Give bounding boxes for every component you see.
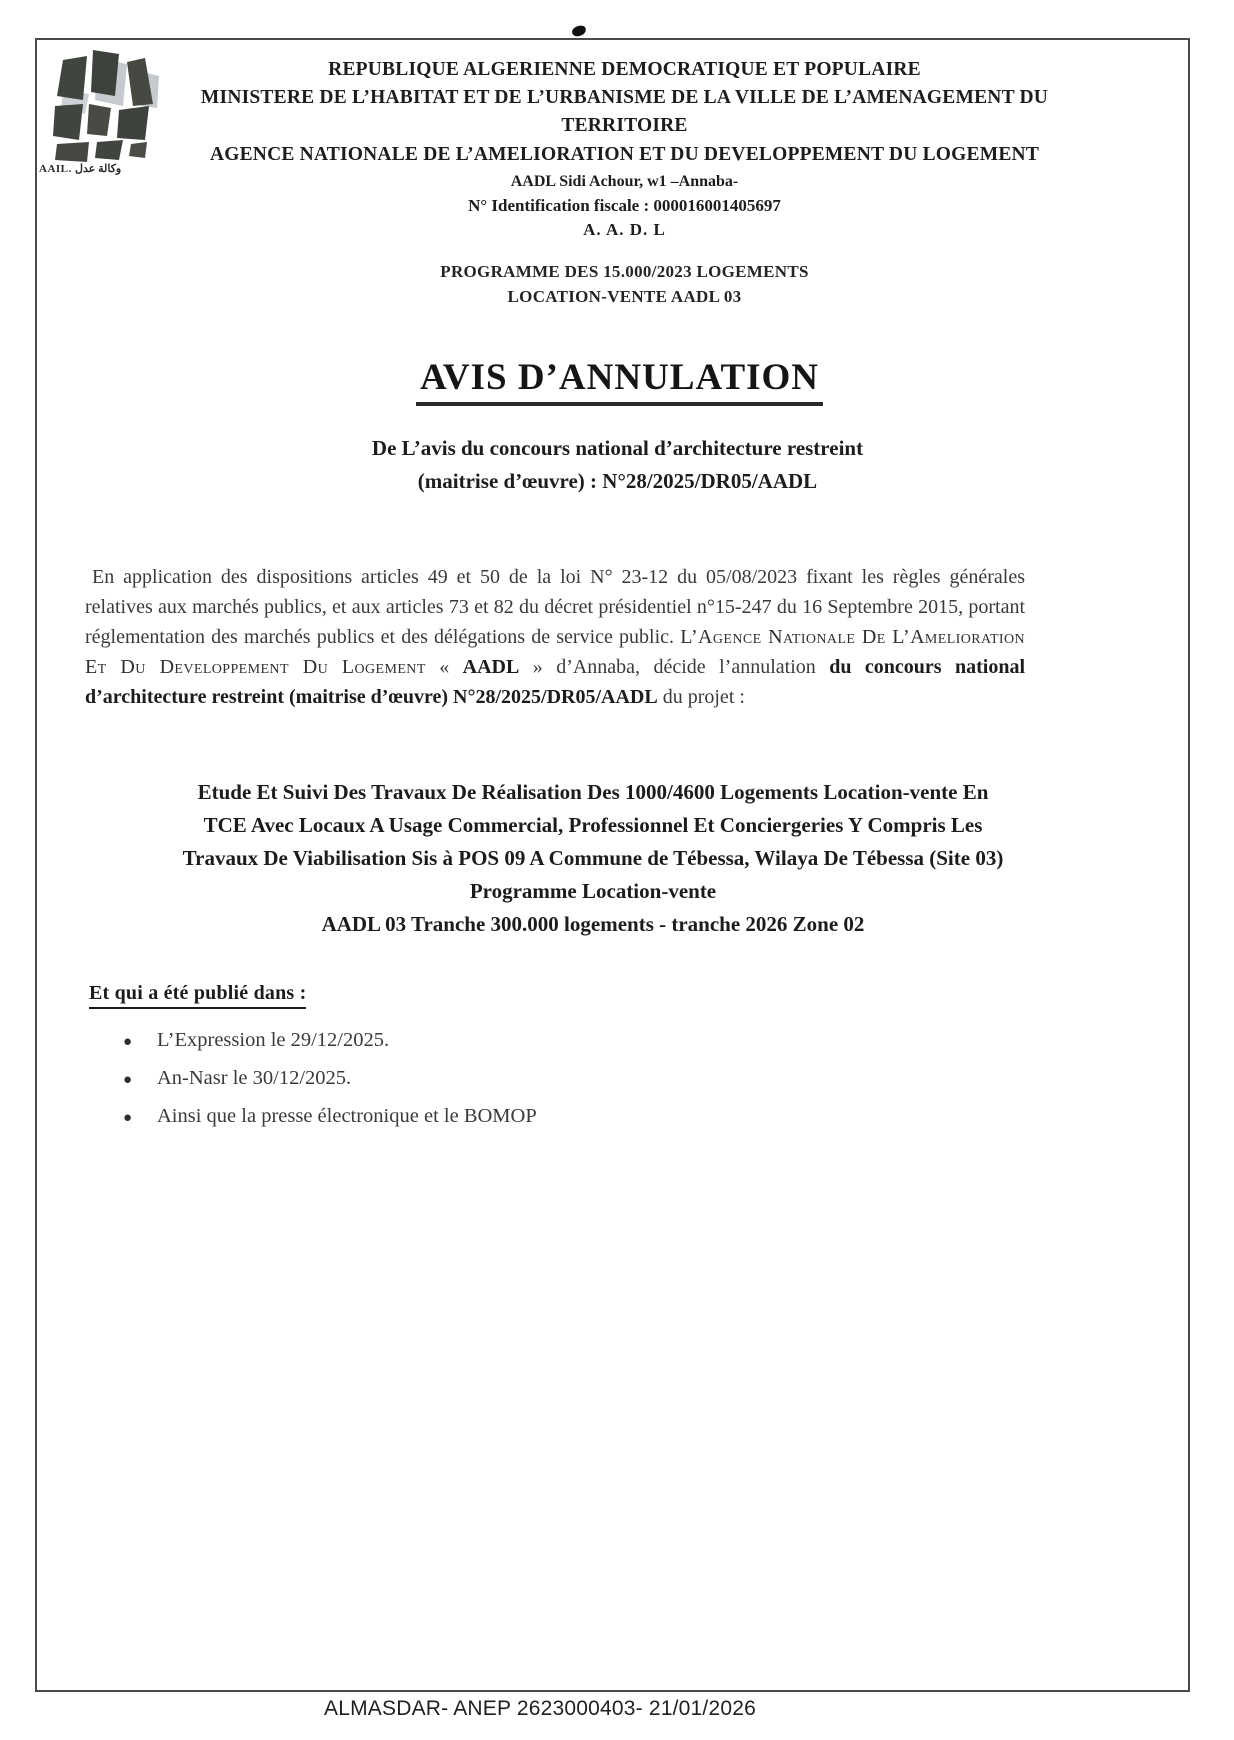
body-bold-reference: du concours national d’architecture restreint (maitrise d’œuvre) N°28/2025/DR05/AADL xyxy=(85,656,1025,708)
published-item-3: Ainsi que la presse électronique et le BOMOP xyxy=(157,1105,537,1127)
project-line-3: Travaux De Viabilisation Sis à POS 09 A Commune de Tébessa, Wilaya De Tébessa (Site 03) xyxy=(182,846,1004,870)
body-paragraph xyxy=(85,562,1025,712)
body-agency-smallcaps: L’Agence Nationale De L’Amelioration Et Du Developpement Du Logement xyxy=(85,626,1025,678)
body-mid: » d’Annaba, décide l’annulation xyxy=(519,656,830,678)
subtitle-line-1: De L’avis du concours national d’architecture restreint xyxy=(371,436,864,460)
subtitle-line-2: (maitrise d’œuvre) : N°28/2025/DR05/AADL xyxy=(417,469,818,493)
bullet-icon: ● xyxy=(123,1034,133,1050)
logo-caption: AAIL. وكالة عدل xyxy=(39,163,122,175)
project-line-4: Programme Location-vente xyxy=(469,879,717,903)
header-republic: REPUBLIQUE ALGERIENNE DEMOCRATIQUE ET POPULAIRE xyxy=(328,59,921,80)
body-quote-open: « xyxy=(425,656,463,678)
document-header xyxy=(37,56,1188,309)
program-line-1: PROGRAMME DES 15.000/2023 LOGEMENTS xyxy=(440,262,809,281)
header-ministry-line1: MINISTERE DE L’HABITAT ET DE L’URBANISME DE LA VILLE DE L’AMENAGEMENT DU xyxy=(200,87,1049,108)
ink-blob-mark xyxy=(571,24,587,37)
page-frame xyxy=(35,38,1190,1692)
body-end: du projet : xyxy=(657,686,745,708)
program-line-2: LOCATION-VENTE AADL 03 xyxy=(507,287,742,306)
header-acronym: A. A. D. L xyxy=(583,220,666,239)
project-line-1: Etude Et Suivi Des Travaux De Réalisation Des 1000/4600 Logements Location-vente En xyxy=(197,780,989,804)
project-line-5: AADL 03 Tranche 300.000 logements - tranche 2026 Zone 02 xyxy=(321,912,865,936)
header-ministry-line2: TERRITOIRE xyxy=(561,115,688,136)
body-aadl-bold: AADL xyxy=(462,656,520,678)
notice-subtitle xyxy=(37,432,1188,498)
published-heading: Et qui a été publié dans : xyxy=(89,982,306,1009)
list-item xyxy=(123,1062,537,1097)
list-item xyxy=(123,1024,537,1059)
published-item-2: An-Nasr le 30/12/2025. xyxy=(157,1067,352,1089)
program-block xyxy=(61,259,1188,309)
project-description xyxy=(59,776,1127,941)
header-agency: AGENCE NATIONALE DE L’AMELIORATION ET DU DEVELOPPEMENT DU LOGEMENT xyxy=(209,144,1040,165)
published-item-1: L’Expression le 29/12/2025. xyxy=(157,1029,390,1051)
header-fiscal-id: N° Identification fiscale : 000016001405697 xyxy=(468,196,781,215)
title-wrap xyxy=(37,356,1188,406)
anep-footer-note: ALMASDAR- ANEP 2623000403- 21/01/2026 xyxy=(324,1697,756,1720)
notice-title: AVIS D’ANNULATION xyxy=(416,356,823,406)
list-item xyxy=(123,1100,537,1135)
published-list xyxy=(123,1024,537,1138)
bullet-icon: ● xyxy=(123,1072,133,1088)
body-intro: En application des dispositions articles 49 et 50 de la loi N° 23-12 du 05/08/2023 fixant les règles générales relatives aux marchés publics, et aux articles 73 et 82 du décret présidentiel n°15-247 du 16 Septembre 2015, portant réglementation des marchés publics et des délégations de service public. xyxy=(85,566,1025,648)
project-line-2: TCE Avec Locaux A Usage Commercial, Professionnel Et Conciergeries Y Compris Les xyxy=(203,813,983,837)
header-branch-address: AADL Sidi Achour, w1 –Annaba- xyxy=(510,173,739,190)
bullet-icon: ● xyxy=(123,1110,133,1126)
